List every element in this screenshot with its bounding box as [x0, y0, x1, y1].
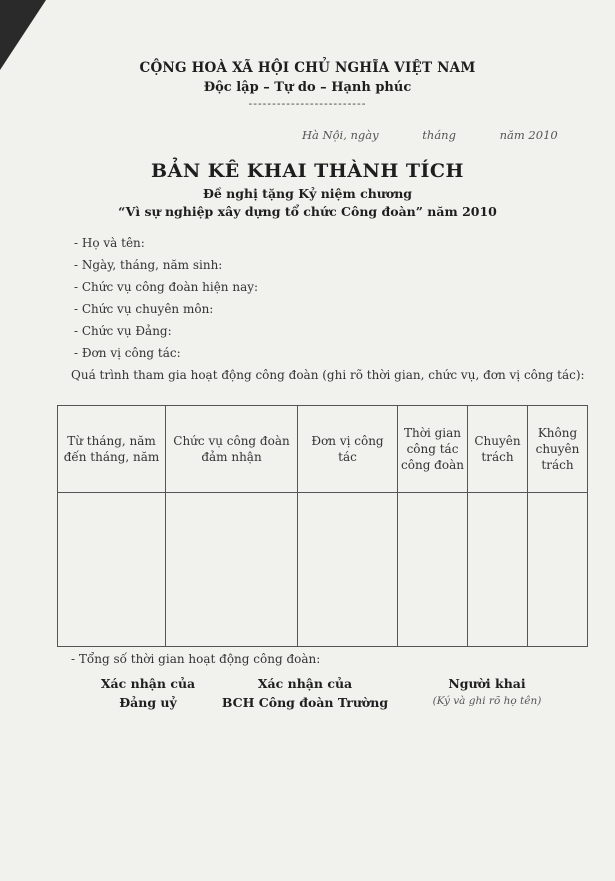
field-date-of-birth: - Ngày, tháng, năm sinh:: [74, 258, 223, 272]
signature-union-committee: [220, 676, 390, 710]
union-history-table: [57, 405, 588, 647]
header-separator: -------------------------: [248, 97, 367, 110]
col-header-full-time: Chuyên trách: [468, 406, 528, 493]
col-header-part-time: Không chuyên trách: [528, 406, 588, 493]
signature-middle-line-1: Xác nhận của: [257, 676, 353, 691]
country-name: CỘNG HOÀ XÃ HỘI CHỦ NGHĨA VIỆT NAM: [139, 60, 476, 76]
table-cell[interactable]: [528, 493, 588, 647]
table-cell[interactable]: [58, 493, 166, 647]
date-month: tháng: [422, 128, 456, 142]
field-full-name: - Họ và tên:: [74, 236, 145, 250]
field-party-position: - Chức vụ Đảng:: [74, 324, 172, 338]
national-motto: Độc lập – Tự do – Hạnh phúc: [203, 80, 412, 95]
document-subtitle-1: Đề nghị tặng Kỷ niệm chương: [202, 186, 413, 201]
table-cell[interactable]: [166, 493, 298, 647]
table-header-row: [58, 406, 588, 493]
col-header-work-unit: Đơn vị công tác: [298, 406, 398, 493]
field-work-unit: - Đơn vị công tác:: [74, 346, 181, 360]
table-cell[interactable]: [298, 493, 398, 647]
date-place: Hà Nội, ngày: [302, 128, 379, 142]
document-title: BẢN KÊ KHAI THÀNH TÍCH: [151, 160, 464, 182]
signature-party-committee: [88, 676, 208, 710]
field-union-position: - Chức vụ công đoàn hiện nay:: [74, 280, 259, 294]
total-time-label: - Tổng số thời gian hoạt động công đoàn:: [71, 652, 321, 666]
table-cell[interactable]: [468, 493, 528, 647]
table-cell[interactable]: [398, 493, 468, 647]
col-header-period: Từ tháng, năm đến tháng, năm: [58, 406, 166, 493]
table-row: [58, 493, 588, 647]
field-professional-position: - Chức vụ chuyên môn:: [74, 302, 214, 316]
signature-left-line-1: Xác nhận của: [100, 676, 196, 691]
document-subtitle-2: “Vì sự nghiệp xây dựng tổ chức Công đoàn” năm 2010: [118, 204, 497, 219]
date-line: [302, 128, 558, 142]
signature-declarant: [412, 676, 562, 707]
signature-right-line-1: Người khai: [448, 676, 526, 691]
signature-left-line-2: Đảng uỷ: [119, 695, 177, 710]
signature-middle-line-2: BCH Công đoàn Trường: [221, 695, 389, 710]
signature-right-line-2: (Ký và ghi rõ họ tên): [432, 695, 542, 707]
process-label: Quá trình tham gia hoạt động công đoàn (ghi rõ thời gian, chức vụ, đơn vị công tác):: [71, 368, 585, 382]
date-year: năm 2010: [499, 128, 558, 142]
col-header-union-position: Chức vụ công đoàn đảm nhận: [166, 406, 298, 493]
col-header-union-time: Thời gian công tác công đoàn: [398, 406, 468, 493]
